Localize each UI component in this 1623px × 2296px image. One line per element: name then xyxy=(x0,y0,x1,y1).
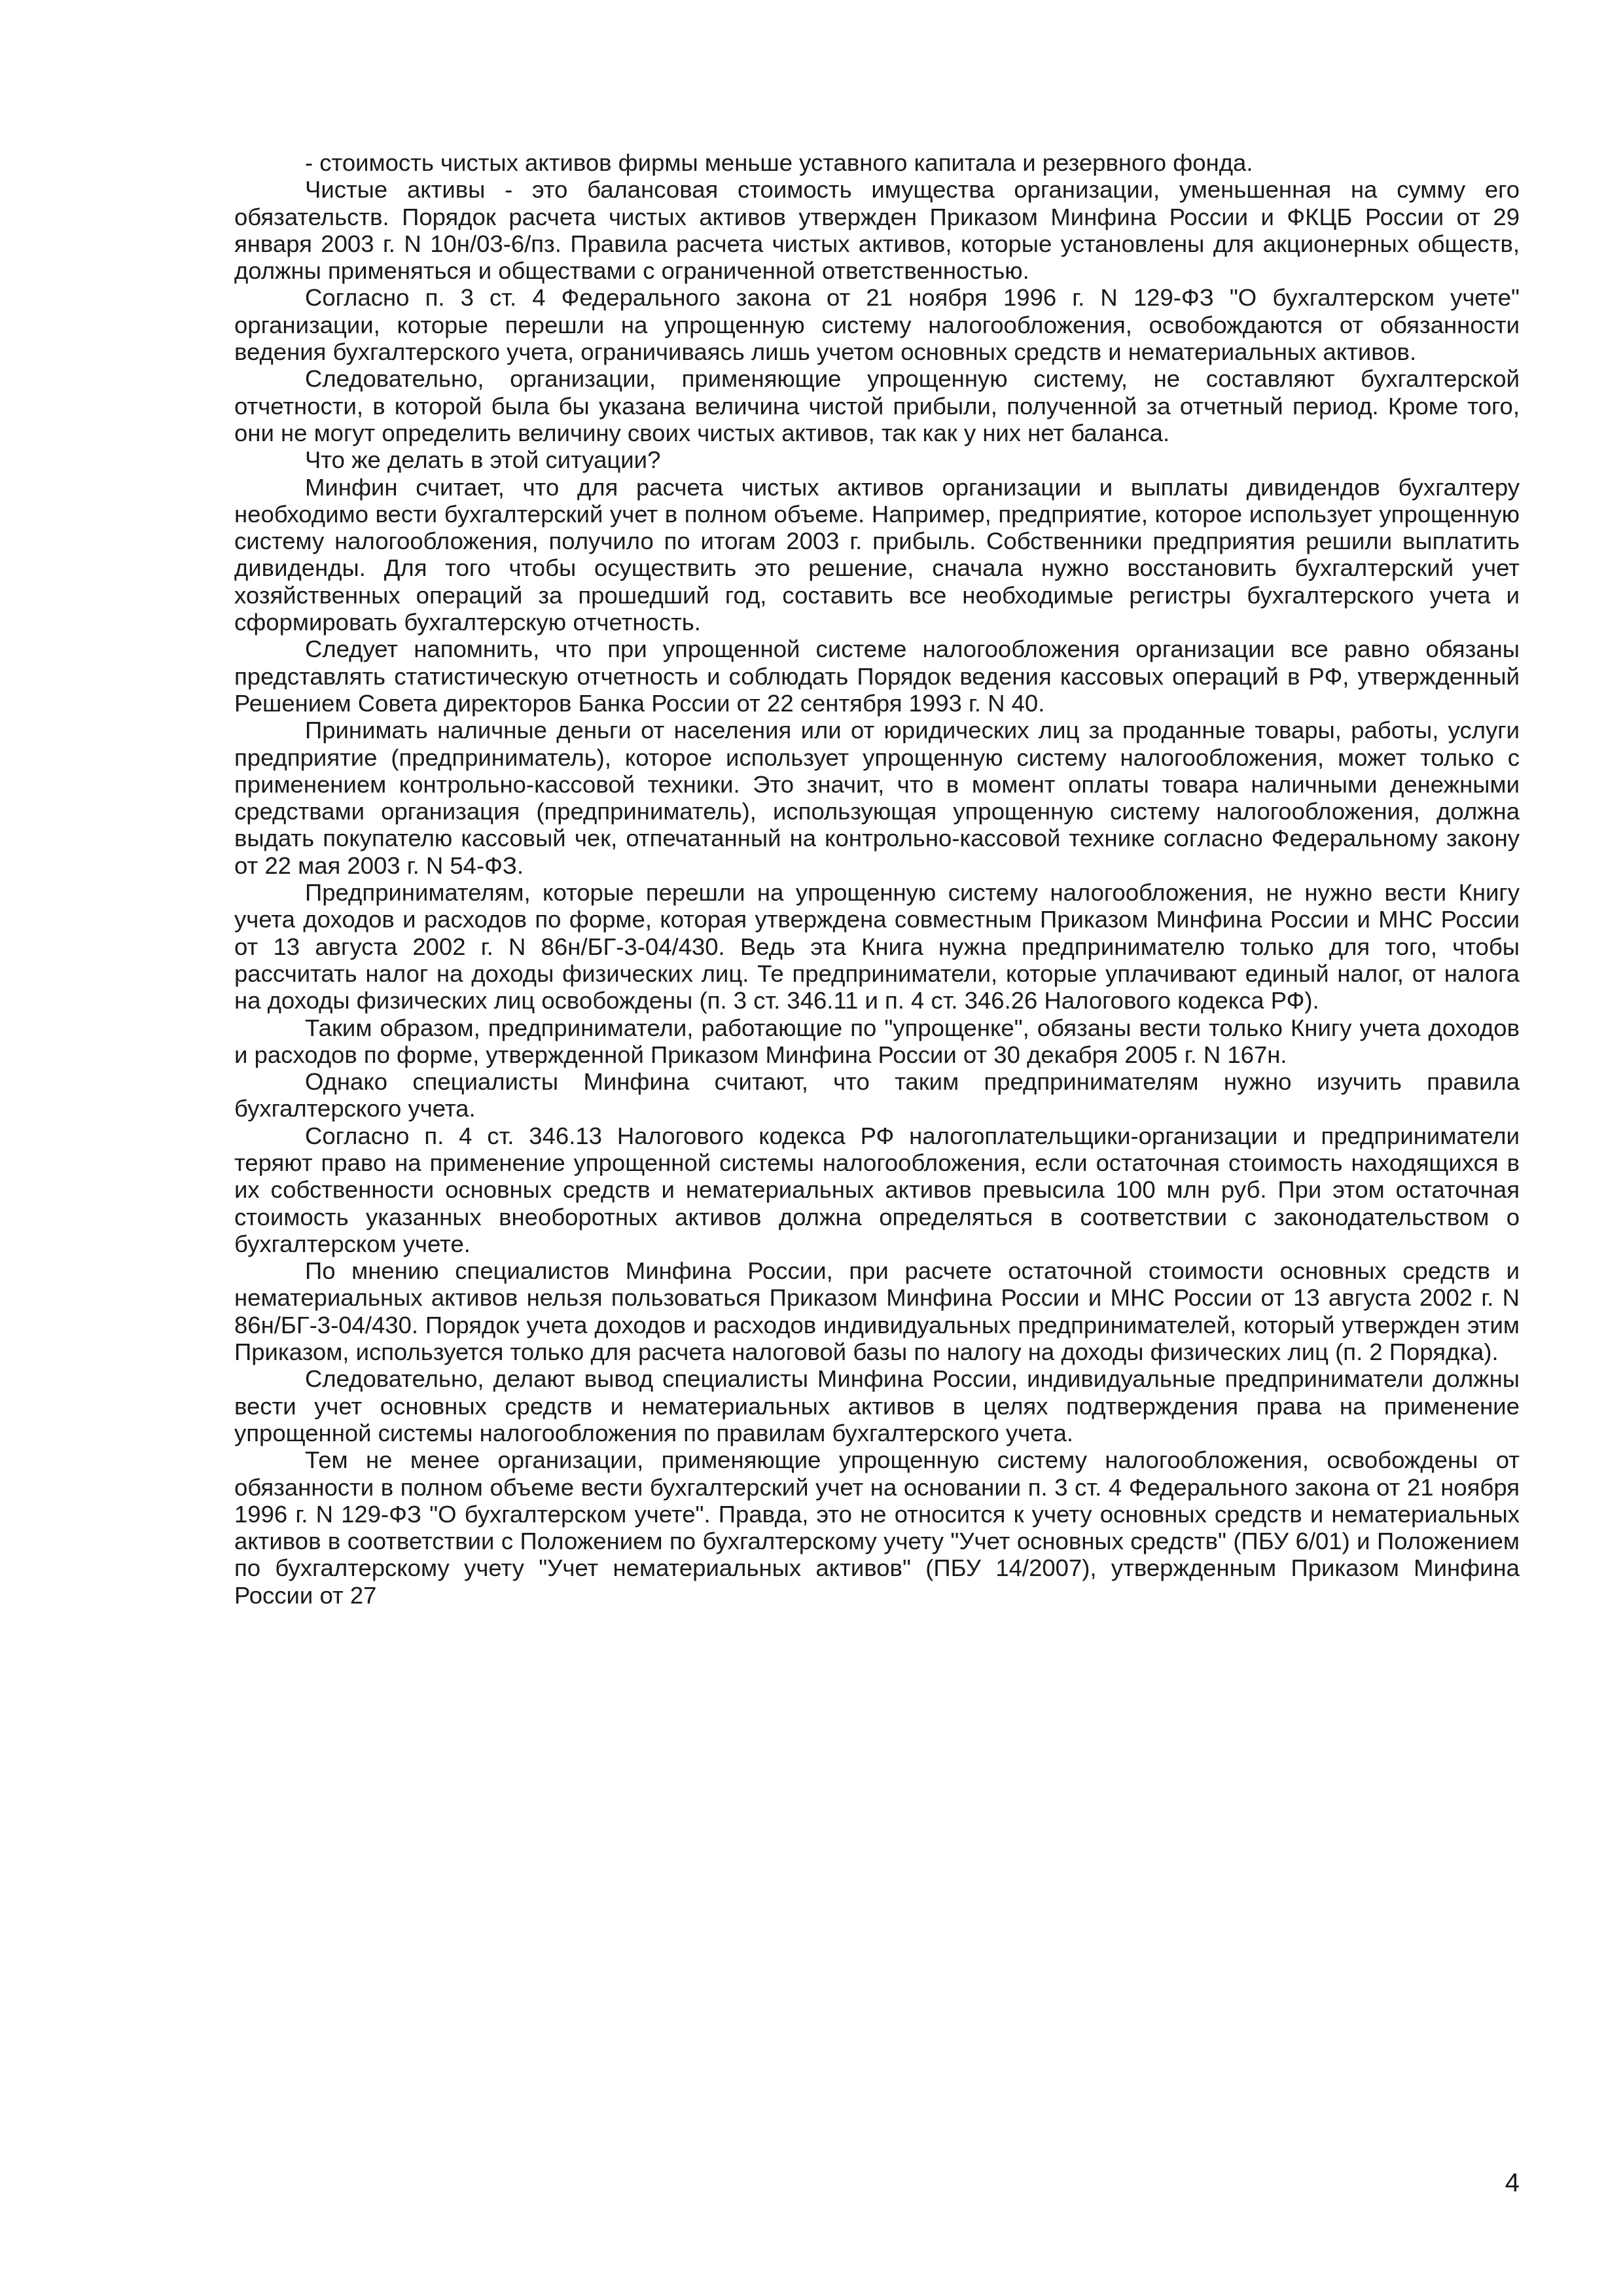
paragraph-2: Чистые активы - это балансовая стоимость имущества организации, уменьшенная на сумму его обязательств. Порядок расчета чистых активов утвержден Приказом Минфина России и ФКЦБ России от 29 января 2003 г. N 10н/03-6/пз. Правила расчета чистых активов, которые установлены для акционерных обществ, должны применяться и обществами с ограниченной ответственностью. xyxy=(234,176,1520,285)
paragraph-14: Следовательно, делают вывод специалисты Минфина России, индивидуальные предприниматели должны вести учет основных средств и нематериальных активов в целях подтверждения права на применение упрощенной системы налогообложения по правилам бухгалтерского учета. xyxy=(234,1365,1520,1446)
paragraph-15: Тем не менее организации, применяющие упрощенную систему налогообложения, освобождены от обязанности в полном объеме вести бухгалтерский учет на основании п. 3 ст. 4 Федерального закона от 21 ноября 1996 г. N 129-ФЗ "О бухгалтерском учете". Правда, это не относится к учету основных средств и нематериальных активов в соответствии с Положением по бухгалтерскому учету "Учет основных средств" (ПБУ 6/01) и Положением по бухгалтерскому учету "Учет нематериальных активов" (ПБУ 14/2007), утвержденным Приказом Минфина России от 27 xyxy=(234,1446,1520,1609)
paragraph-6: Минфин считает, что для расчета чистых активов организации и выплаты дивидендов бухгалтеру необходимо вести бухгалтерский учет в полном объеме. Например, предприятие, которое использует упрощенную систему налогообложения, получило по итогам 2003 г. прибыль. Собственники предприятия решили выплатить дивиденды. Для того чтобы осуществить это решение, сначала нужно восстановить бухгалтерский учет хозяйственных операций за прошедший год, составить все необходимые регистры бухгалтерского учета и сформировать бухгалтерскую отчетность. xyxy=(234,473,1520,636)
page-number: 4 xyxy=(1505,2168,1520,2197)
paragraph-3: Согласно п. 3 ст. 4 Федерального закона от 21 ноября 1996 г. N 129-ФЗ "О бухгалтерском учете" организации, которые перешли на упрощенную систему налогообложения, освобождаются от обязанности ведения бухгалтерского учета, ограничиваясь лишь учетом основных средств и нематериальных активов. xyxy=(234,284,1520,366)
paragraph-13: По мнению специалистов Минфина России, при расчете остаточной стоимости основных средств и нематериальных активов нельзя пользоваться Приказом Минфина России и МНС России от 13 августа 2002 г. N 86н/БГ-3-04/430. Порядок учета доходов и расходов индивидуальных предпринимателей, который утвержден этим Приказом, используется только для расчета налоговой базы по налогу на доходы физических лиц (п. 2 Порядка). xyxy=(234,1257,1520,1366)
paragraph-4: Следовательно, организации, применяющие упрощенную систему, не составляют бухгалтерской отчетности, в которой была бы указана величина чистой прибыли, полученной за отчетный период. Кроме того, они не могут определить величину своих чистых активов, так как у них нет баланса. xyxy=(234,365,1520,446)
document-body xyxy=(234,149,1520,1609)
paragraph-9: Предпринимателям, которые перешли на упрощенную систему налогообложения, не нужно вести Книгу учета доходов и расходов по форме, которая утверждена совместным Приказом Минфина России и МНС России от 13 августа 2002 г. N 86н/БГ-3-04/430. Ведь эта Книга нужна предпринимателю только для того, чтобы рассчитать налог на доходы физических лиц. Те предприниматели, которые уплачивают единый налог, от налога на доходы физических лиц освобождены (п. 3 ст. 346.11 и п. 4 ст. 346.26 Налогового кодекса РФ). xyxy=(234,879,1520,1014)
paragraph-7: Следует напомнить, что при упрощенной системе налогообложения организации все равно обязаны представлять статистическую отчетность и соблюдать Порядок ведения кассовых операций в РФ, утвержденный Решением Совета директоров Банка России от 22 сентября 1993 г. N 40. xyxy=(234,636,1520,717)
paragraph-10: Таким образом, предприниматели, работающие по "упрощенке", обязаны вести только Книгу учета доходов и расходов по форме, утвержденной Приказом Минфина России от 30 декабря 2005 г. N 167н. xyxy=(234,1014,1520,1068)
paragraph-5: Что же делать в этой ситуации? xyxy=(305,446,661,474)
paragraph-1: - стоимость чистых активов фирмы меньше уставного капитала и резервного фонда. xyxy=(305,149,1253,176)
paragraph-11: Однако специалисты Минфина считают, что таким предпринимателям нужно изучить правила бухгалтерского учета. xyxy=(234,1068,1520,1122)
paragraph-8: Принимать наличные деньги от населения или от юридических лиц за проданные товары, работы, услуги предприятие (предприниматель), которое использует упрощенную систему налогообложения, может только с применением контрольно-кассовой техники. Это значит, что в момент оплаты товара наличными денежными средствами организация (предприниматель), использующая упрощенную систему налогообложения, должна выдать покупателю кассовый чек, отпечатанный на контрольно-кассовой технике согласно Федеральному закону от 22 мая 2003 г. N 54-ФЗ. xyxy=(234,717,1520,879)
paragraph-12: Согласно п. 4 ст. 346.13 Налогового кодекса РФ налогоплательщики-организации и предприниматели теряют право на применение упрощенной системы налогообложения, если остаточная стоимость находящихся в их собственности основных средств и нематериальных активов превысила 100 млн руб. При этом остаточная стоимость указанных внеоборотных активов должна определяться в соответствии с законодательством о бухгалтерском учете. xyxy=(234,1122,1520,1257)
